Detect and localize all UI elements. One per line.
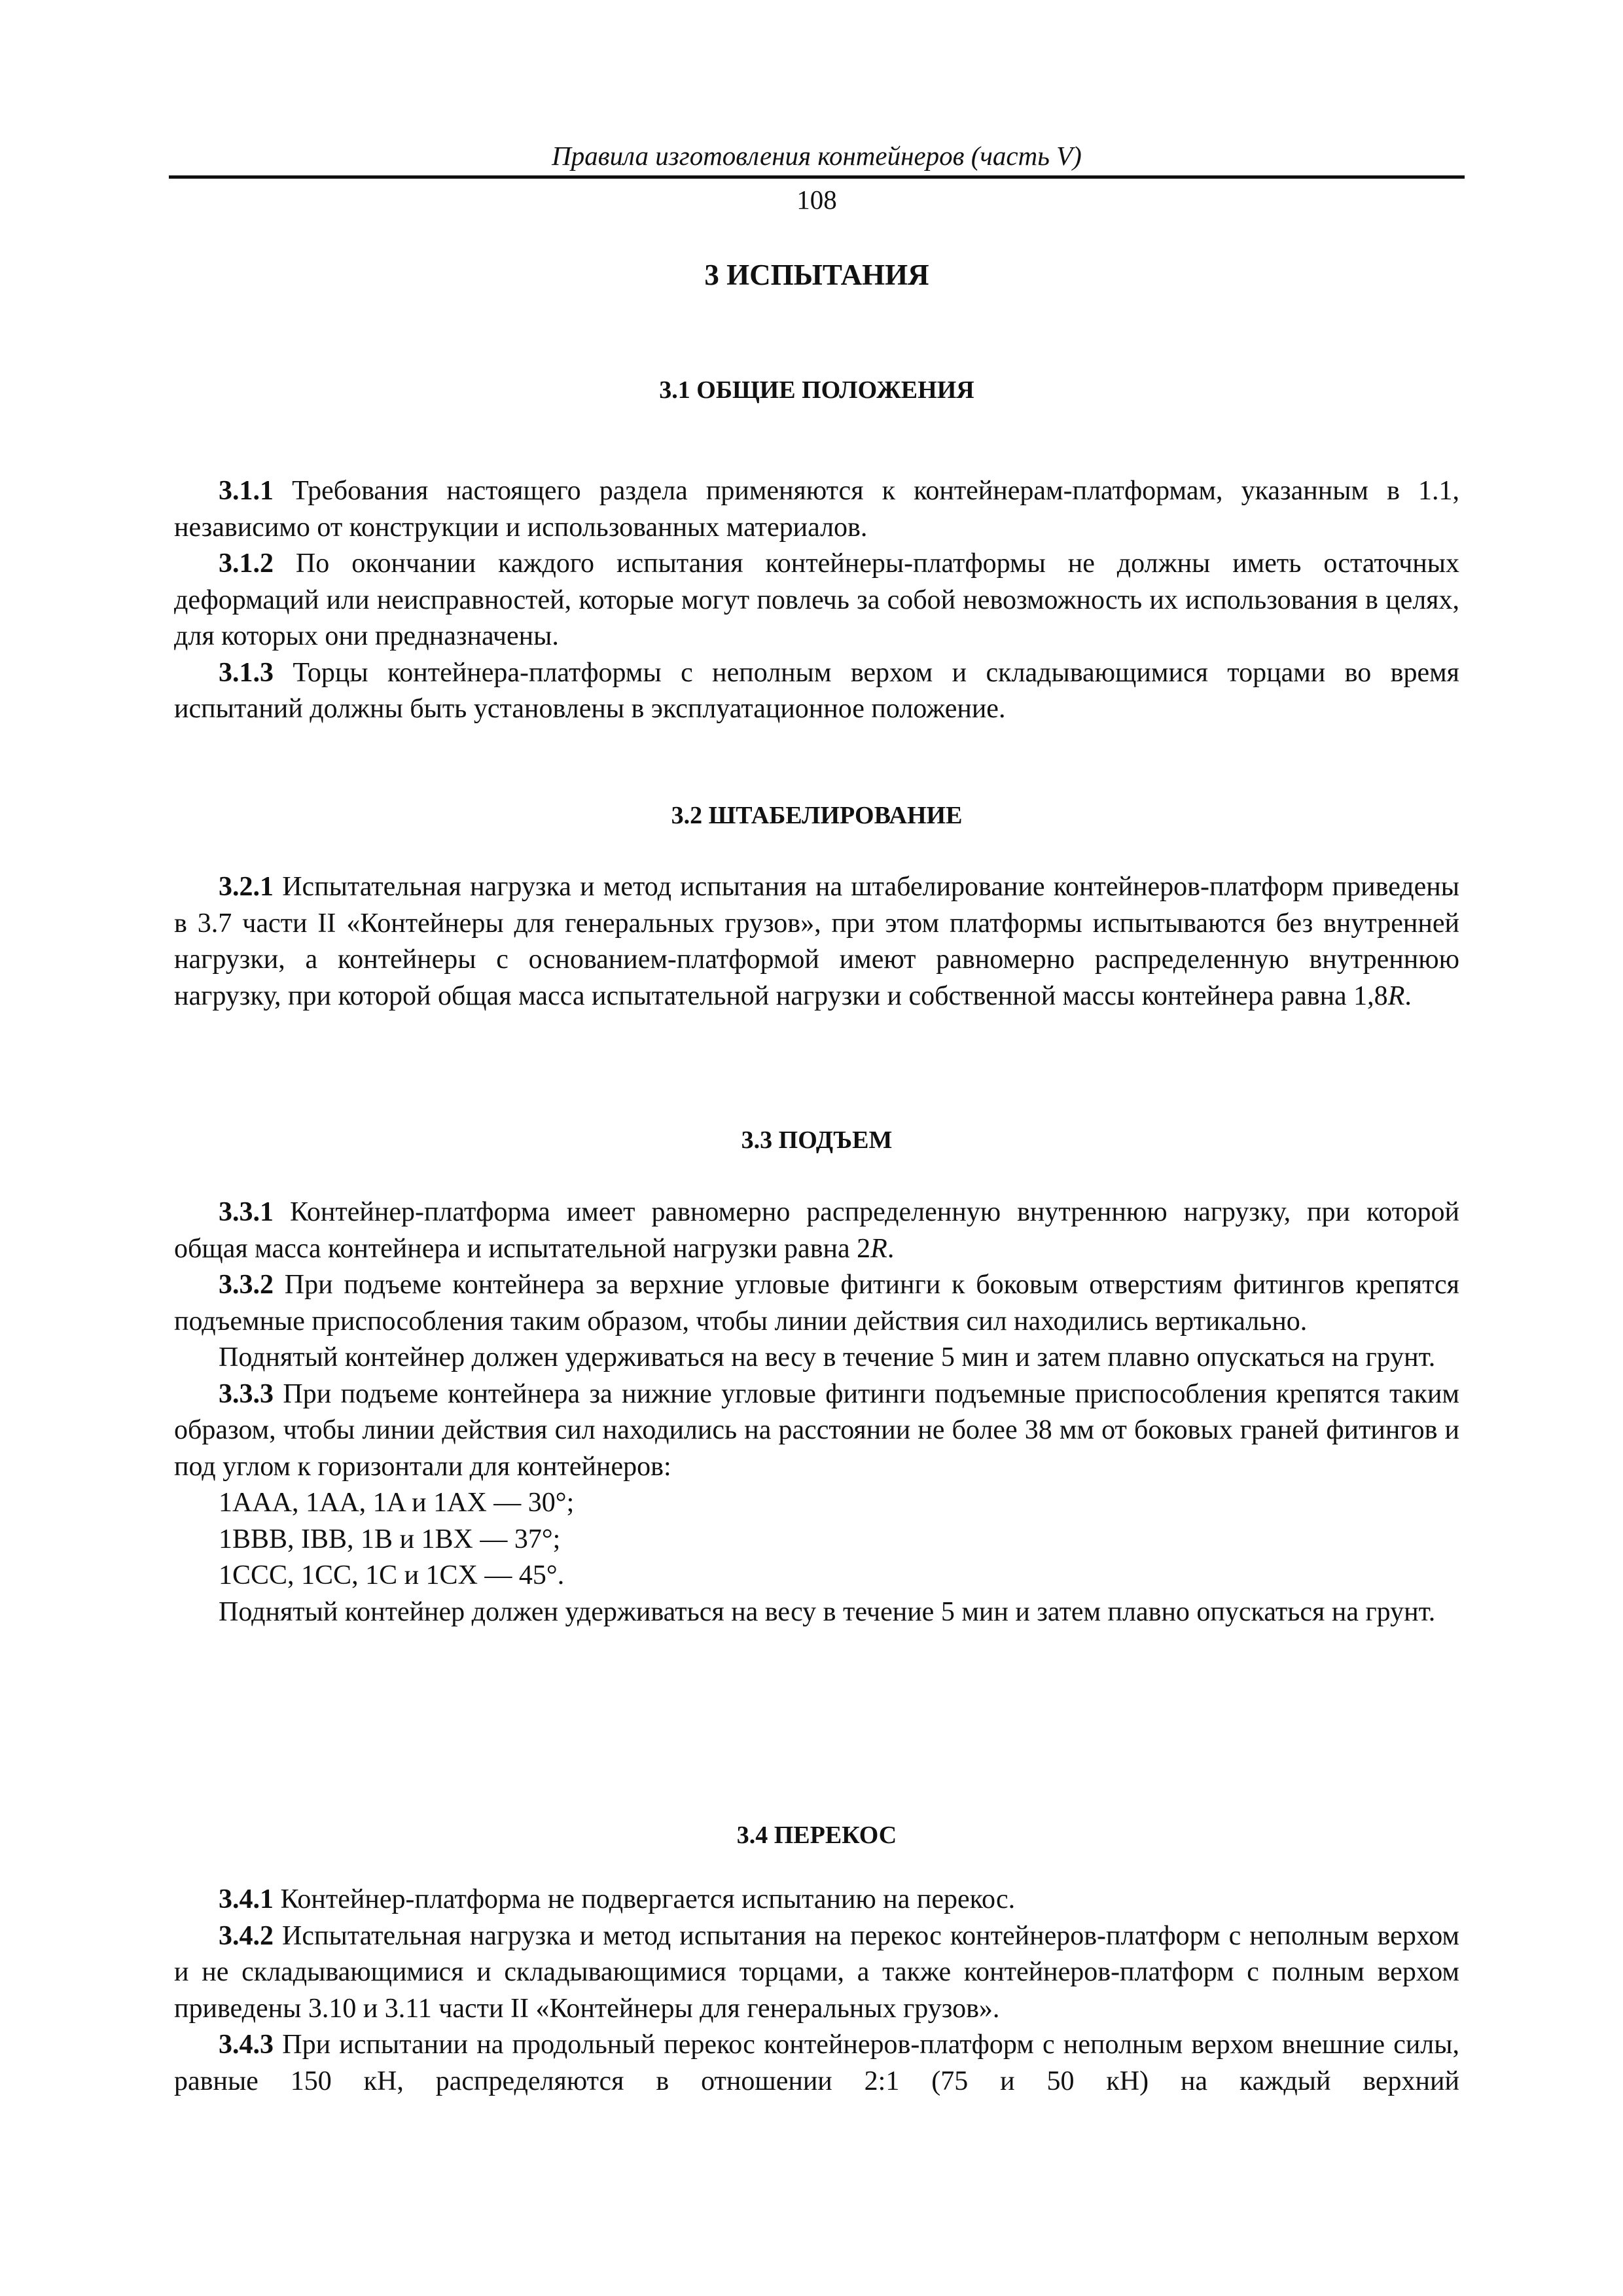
paragraph-3-3-2-b: Поднятый контейнер должен удерживаться на весу в течение 5 мин и затем плавно опускаться на грунт. <box>219 1342 1436 1372</box>
paragraph-3-3-1 <box>174 1194 1459 1267</box>
list-item: 1AAA, 1AA, 1A и 1AX — 30°; <box>219 1488 575 1518</box>
paragraph-text: Испытательная нагрузка и метод испытания на штабелирование контейнеров-платформ приведены в 3.7 части II «Контейнеры для генеральных грузов», при этом платформы испытываются без внутренней нагрузки, а контейнеры с основанием-платформой имеют равномерно распределенную внутреннюю нагрузку, при которой общая масса испытательной нагрузки и собственной массы контейнера равна 1,8 <box>174 872 1459 1011</box>
paragraph-text: Требования настоящего раздела применяются к контейнерам-платформам, указанным в 1.1, независимо от конструкции и использованных материалов. <box>174 476 1459 543</box>
paragraph-3-4-2 <box>174 1918 1459 2028</box>
paragraph-3-3-3-b: Поднятый контейнер должен удерживаться на весу в течение 5 мин и затем плавно опускаться на грунт. <box>219 1596 1436 1627</box>
list-item: 1BBB, IBB, 1B и 1BX — 37°; <box>219 1524 561 1554</box>
section-body-3-4 <box>174 1882 1459 2100</box>
clause-number: 3.4.2 <box>219 1920 274 1951</box>
clause-number: 3.3.2 <box>219 1270 274 1300</box>
section-body-3-3 <box>174 1194 1459 1630</box>
paragraph-text: При подъеме контейнера за нижние угловые фитинги подъемные приспособления крепятся таким образом, чтобы линии действия сил находились на расстоянии не более 38 мм от боковых граней фитингов и под углом к горизонтали для контейнеров: <box>174 1378 1459 1482</box>
paragraph-3-1-2 <box>174 546 1459 655</box>
section-body-3-1 <box>174 473 1459 728</box>
paragraph-3-1-3 <box>174 655 1459 728</box>
section-title-3-1: 3.1 ОБЩИЕ ПОЛОЖЕНИЯ <box>659 376 974 404</box>
clause-number: 3.3.1 <box>219 1197 274 1227</box>
running-title: Правила изготовления контейнеров (часть V) <box>552 141 1082 171</box>
paragraph-text: Испытательная нагрузка и метод испытания на перекос контейнеров-платформ с неполным верхом и не складывающимися и складывающимися торцами, а также контейнеров-платформ с полным верхом приведены 3.10 и 3.11 части II «Контейнеры для генеральных грузов». <box>174 1920 1459 2024</box>
clause-number: 3.1.1 <box>219 476 274 506</box>
section-title-3-3: 3.3 ПОДЪЕМ <box>741 1126 893 1154</box>
paragraph-3-3-2 <box>174 1267 1459 1340</box>
variable-r: R <box>870 1233 887 1264</box>
list-item: 1CCC, 1CC, 1C и 1CX — 45°. <box>219 1560 565 1590</box>
paragraph-text: По окончании каждого испытания контейнеры-платформы не должны иметь остаточных деформаций или неисправностей, которые могут повлечь за собой невозможность их использования в целях, для которых они предназначены. <box>174 548 1459 651</box>
clause-number: 3.4.1 <box>219 1884 274 1914</box>
clause-number: 3.3.3 <box>219 1378 274 1409</box>
section-body-3-2 <box>174 869 1459 1014</box>
paragraph-text: При подъеме контейнера за верхние угловые фитинги к боковым отверстиям фитингов крепятся подъемные приспособления таким образом, чтобы линии действия сил находились вертикально. <box>174 1270 1459 1336</box>
paragraph-3-2-1 <box>174 869 1459 1014</box>
clause-number: 3.1.2 <box>219 548 274 579</box>
clause-number: 3.1.3 <box>219 657 274 688</box>
paragraph-text: Контейнер-платформа не подвергается испытанию на перекос. <box>274 1884 1016 1914</box>
header-rule <box>169 175 1465 179</box>
paragraph-end: . <box>887 1233 895 1264</box>
clause-number: 3.2.1 <box>219 872 274 902</box>
clause-number: 3.4.3 <box>219 2030 274 2060</box>
paragraph-3-4-1 <box>174 1882 1459 1918</box>
page-number: 108 <box>796 185 837 215</box>
section-title-3-2: 3.2 ШТАБЕЛИРОВАНИЕ <box>671 802 963 829</box>
paragraph-3-1-1 <box>174 473 1459 546</box>
section-title-3-4: 3.4 ПЕРЕКОС <box>736 1821 897 1849</box>
paragraph-text: Контейнер-платформа имеет равномерно распределенную внутреннюю нагрузку, при которой общая масса контейнера и испытательной нагрузки равна 2 <box>174 1197 1459 1264</box>
variable-r: R <box>1387 980 1405 1011</box>
paragraph-3-3-3 <box>174 1376 1459 1486</box>
paragraph-end: . <box>1404 980 1412 1011</box>
paragraph-text: Торцы контейнера-платформы с неполным верхом и складывающимися торцами во время испытаний должны быть установлены в эксплуатационное положение. <box>174 657 1459 724</box>
paragraph-3-4-3 <box>174 2027 1459 2100</box>
chapter-title: 3 ИСПЫТАНИЯ <box>704 259 929 291</box>
paragraph-text: При испытании на продольный перекос контейнеров-платформ с неполным верхом внешние силы, равные 150 кН, распределяются в отношении 2:1 (75 и 50 кН) на каждый верхний <box>174 2030 1459 2096</box>
